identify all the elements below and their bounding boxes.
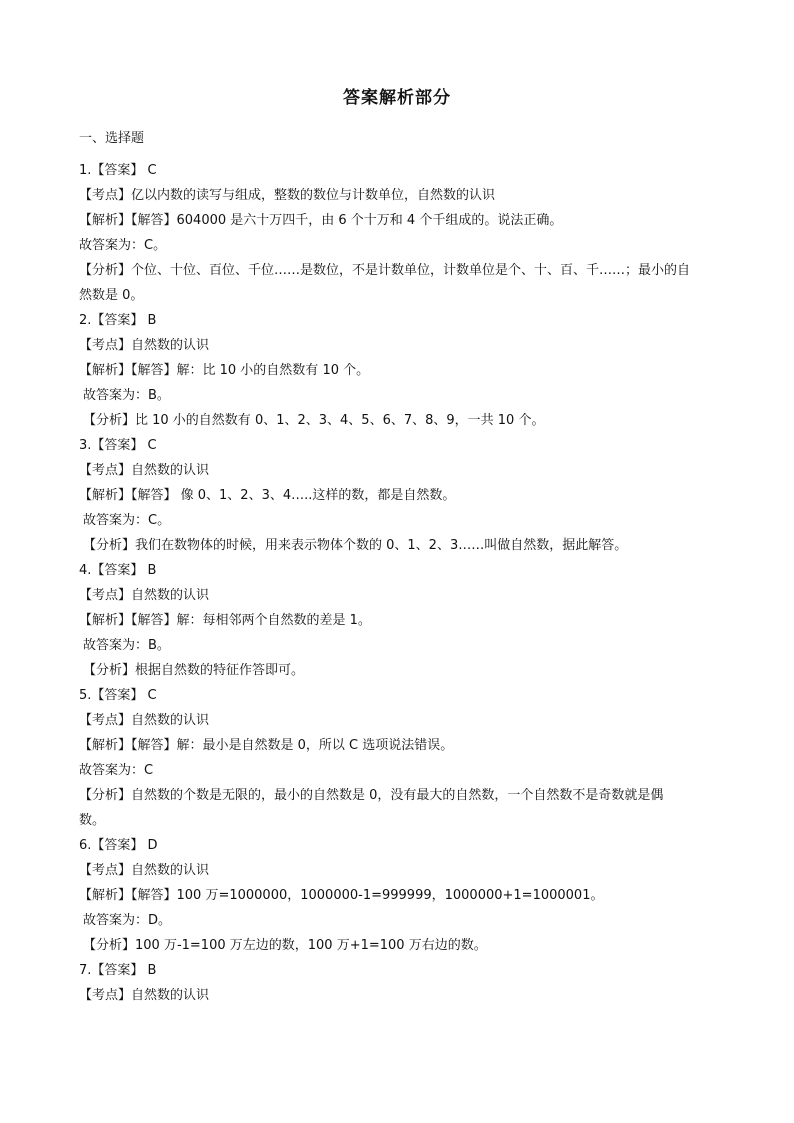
analysis-1: 【分析】个位、十位、百位、千位……是数位，不是计数单位，计数单位是个、十、百、千……；最小的自	[79, 263, 691, 278]
analysis-5-cont: 数。	[79, 813, 106, 828]
topic-4: 【考点】自然数的认识	[79, 588, 210, 603]
analysis-4: 【分析】根据自然数的特征作答即可。	[83, 663, 305, 678]
answer-5: 5.【答案】 C	[79, 688, 157, 703]
analysis-1-cont: 然数是 0。	[79, 288, 144, 303]
topic-2: 【考点】自然数的认识	[79, 338, 210, 353]
answer-4: 4.【答案】 B	[79, 563, 157, 578]
solution-4: 【解析】【解答】解：每相邻两个自然数的差是 1。	[79, 613, 371, 628]
answer-7: 7.【答案】 B	[79, 963, 157, 978]
analysis-3: 【分析】我们在数物体的时候，用来表示物体个数的 0、1、2、3……叫做自然数，据此解答。	[83, 538, 628, 553]
solution-1: 【解析】【解答】604000 是六十万四千，由 6 个十万和 4 个千组成的。说法正确。	[79, 213, 563, 228]
conclusion-5: 故答案为：C	[79, 763, 154, 778]
solution-6: 【解析】【解答】100 万=1000000，1000000-1=999999，1000000+1=1000001。	[79, 888, 604, 903]
page-title: 答案解析部分	[343, 88, 451, 108]
analysis-2: 【分析】比 10 小的自然数有 0、1、2、3、4、5、6、7、8、9，一共 10 个。	[83, 413, 545, 428]
topic-6: 【考点】自然数的认识	[79, 863, 210, 878]
conclusion-4: 故答案为：B。	[83, 638, 170, 653]
topic-3: 【考点】自然数的认识	[79, 463, 210, 478]
answer-1: 1.【答案】 C	[79, 163, 157, 178]
conclusion-1: 故答案为：C。	[79, 238, 167, 253]
topic-5: 【考点】自然数的认识	[79, 713, 210, 728]
answer-6: 6.【答案】 D	[79, 838, 158, 853]
section-heading: 一、选择题	[79, 131, 145, 146]
answer-3: 3.【答案】 C	[79, 438, 157, 453]
solution-5: 【解析】【解答】解：最小是自然数是 0，所以 C 选项说法错误。	[79, 738, 454, 753]
solution-3: 【解析】【解答】 像 0、1、2、3、4…..这样的数，都是自然数。	[79, 488, 456, 503]
analysis-6: 【分析】100 万-1=100 万左边的数，100 万+1=100 万右边的数。	[83, 938, 487, 953]
solution-2: 【解析】【解答】解：比 10 小的自然数有 10 个。	[79, 363, 370, 378]
topic-1: 【考点】亿以内数的读写与组成，整数的数位与计数单位，自然数的认识	[79, 188, 496, 203]
answer-2: 2.【答案】 B	[79, 313, 157, 328]
conclusion-3: 故答案为：C。	[83, 513, 171, 528]
conclusion-2: 故答案为：B。	[83, 388, 170, 403]
conclusion-6: 故答案为：D。	[83, 913, 172, 928]
analysis-5: 【分析】自然数的个数是无限的，最小的自然数是 0，没有最大的自然数，一个自然数不是奇数就是偶	[79, 788, 664, 803]
topic-7: 【考点】自然数的认识	[79, 988, 210, 1003]
